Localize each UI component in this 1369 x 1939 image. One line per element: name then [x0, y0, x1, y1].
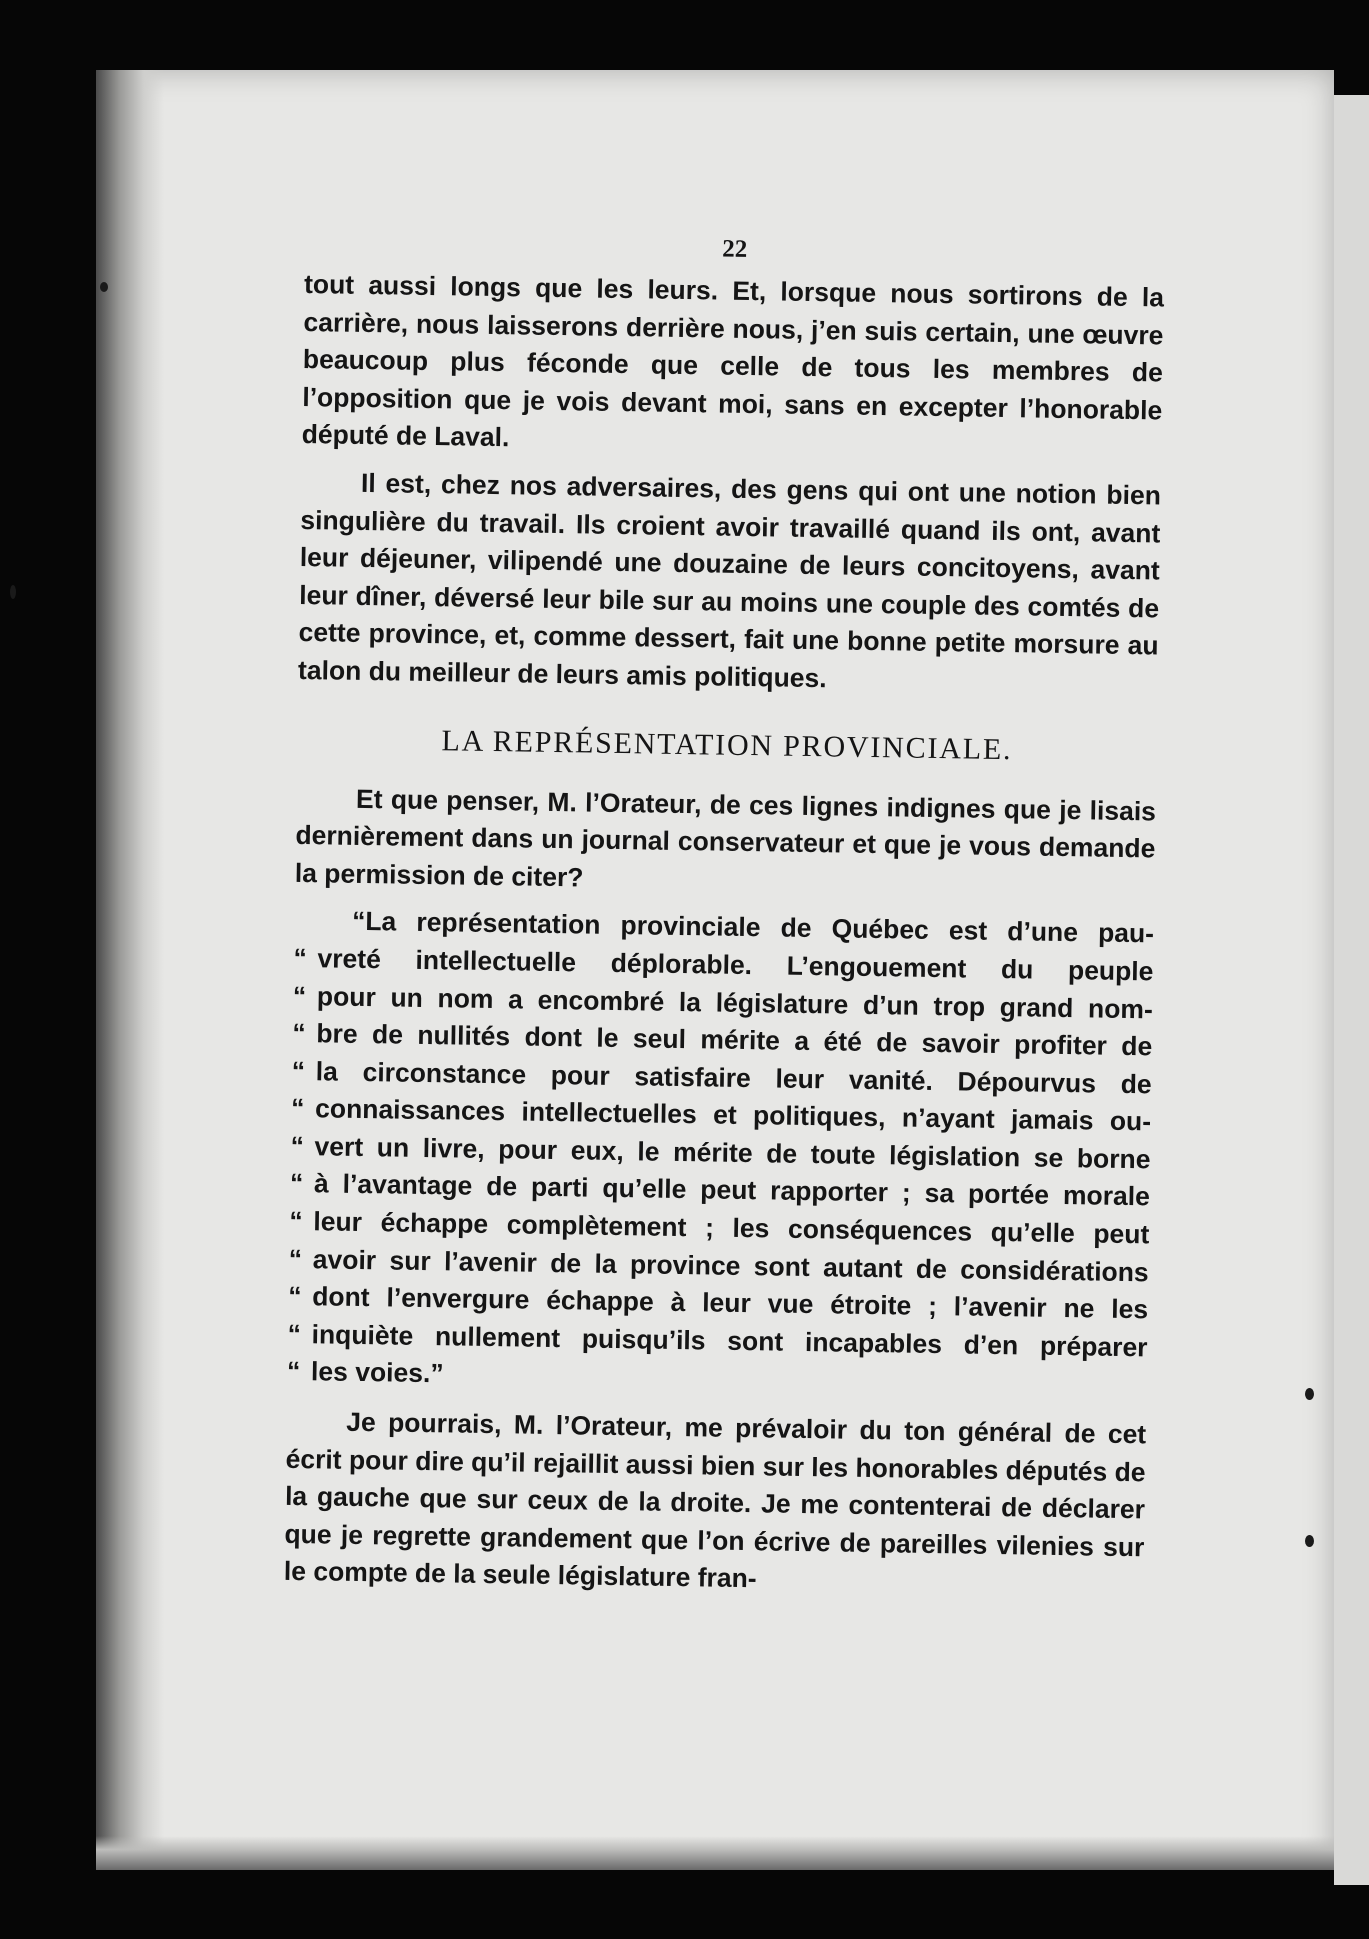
paragraph-conclusion: Je pourrais, M. l’Orateur, me prévaloir du ton général de cet écrit pour dire qu’il rejaillit aussi bien sur les honorables députés de la gauche que sur ceux de la droite. Je me contenterai de déclarer que je regrette grandement que l’on écrive de pareilles vilenies sur le compte de la seule législature fran-: [283, 1406, 1147, 1594]
paragraph-continuation: tout aussi longs que les leurs. Et, lorsque nous sortirons de la carrière, nous laisserons derrière nous, j’en suis certain, une œuvre beaucoup plus féconde que celle de tous les membres de l’opposition que je vois devant moi, sans en excepter l’honorable député de Laval.: [301, 268, 1165, 453]
quote-line-text: pour un nom a encombré la législature d’un trop grand nom-: [316, 980, 1154, 1024]
scan-speck: [1305, 1535, 1314, 1547]
quote-line-text: connaissances intellectuelles et politiques, n’ayant jamais ou-: [314, 1093, 1152, 1137]
quote-line-text: à l’avantage de parti qu’elle peut rapporter ; sa portée morale: [313, 1168, 1151, 1212]
section-heading: LA REPRÉSENTATION PROVINCIALE.: [441, 723, 1013, 766]
quote-line-text: vreté intellectuelle déplorable. L’engouement du peuple: [317, 943, 1154, 987]
quote-line-text: leur échappe complètement ; les conséquences qu’elle peut: [313, 1206, 1150, 1250]
quote-mark: “: [292, 980, 307, 1011]
quote-mark: “: [290, 1093, 305, 1124]
quote-line-text: avoir sur l’avenir de la province sont autant de considérations: [312, 1243, 1149, 1288]
quote-line-text: bre de nullités dont le seul mérite a été de savoir profiter de: [316, 1018, 1153, 1062]
quote-line: “La représentation provinciale de Québec est d’une pau-: [351, 906, 1155, 949]
quote-line-text: vert un livre, pour eux, le mérite de toute législation se borne: [314, 1131, 1151, 1175]
quote-mark: “: [290, 1130, 305, 1161]
quote-mark: “: [286, 1356, 301, 1387]
paragraph-intro-quote: Et que penser, M. l’Orateur, de ces lignes indignes que je lisais dernièrement dans un journal conservateur et que je vous demande la permission de citer?: [294, 783, 1157, 893]
quote-mark: “: [288, 1243, 303, 1274]
quote-line-text: les voies.”: [310, 1356, 444, 1389]
quote-mark: “: [291, 1055, 306, 1086]
quote-mark: “: [287, 1318, 302, 1349]
quote-mark: “: [289, 1168, 304, 1199]
quote-mark: “: [293, 942, 308, 974]
scan-speck: [1305, 1388, 1314, 1400]
adjacent-page-edge: [1334, 95, 1369, 1885]
quote-line-text: dont l’envergure échappe à leur vue étroite ; l’avenir ne les: [311, 1281, 1149, 1325]
quote-line-text: inquiète nullement puisqu’ils sont incapables d’en préparer: [311, 1319, 1148, 1363]
quote-mark: “: [289, 1205, 303, 1237]
page-number: 22: [722, 235, 748, 263]
newspaper-quote: [287, 902, 1155, 1404]
page-binding-edge: [96, 70, 164, 1870]
scan-speck: [10, 585, 16, 599]
page-bottom-edge: [96, 1836, 1334, 1870]
page-text: [283, 228, 1164, 1614]
paragraph-adversaires: Il est, chez nos adversaires, des gens qui ont une notion bien singulière du travail. Ils croient avoir travaillé quand ils ont, avant leur déjeuner, vilipendé une douzaine de leurs concitoyens, avant leur dîner, déversé leur bile sur au moins une couple des comtés de cette province, et, comme dessert, fait une bonne petite morsure au talon du meilleur de leurs amis politiques.: [297, 467, 1162, 694]
scan-speck: [100, 282, 108, 292]
quote-mark: “: [287, 1281, 302, 1312]
quote-mark: “: [292, 1017, 306, 1049]
quote-line-text: la circonstance pour satisfaire leur vanité. Dépourvus de: [315, 1055, 1152, 1100]
